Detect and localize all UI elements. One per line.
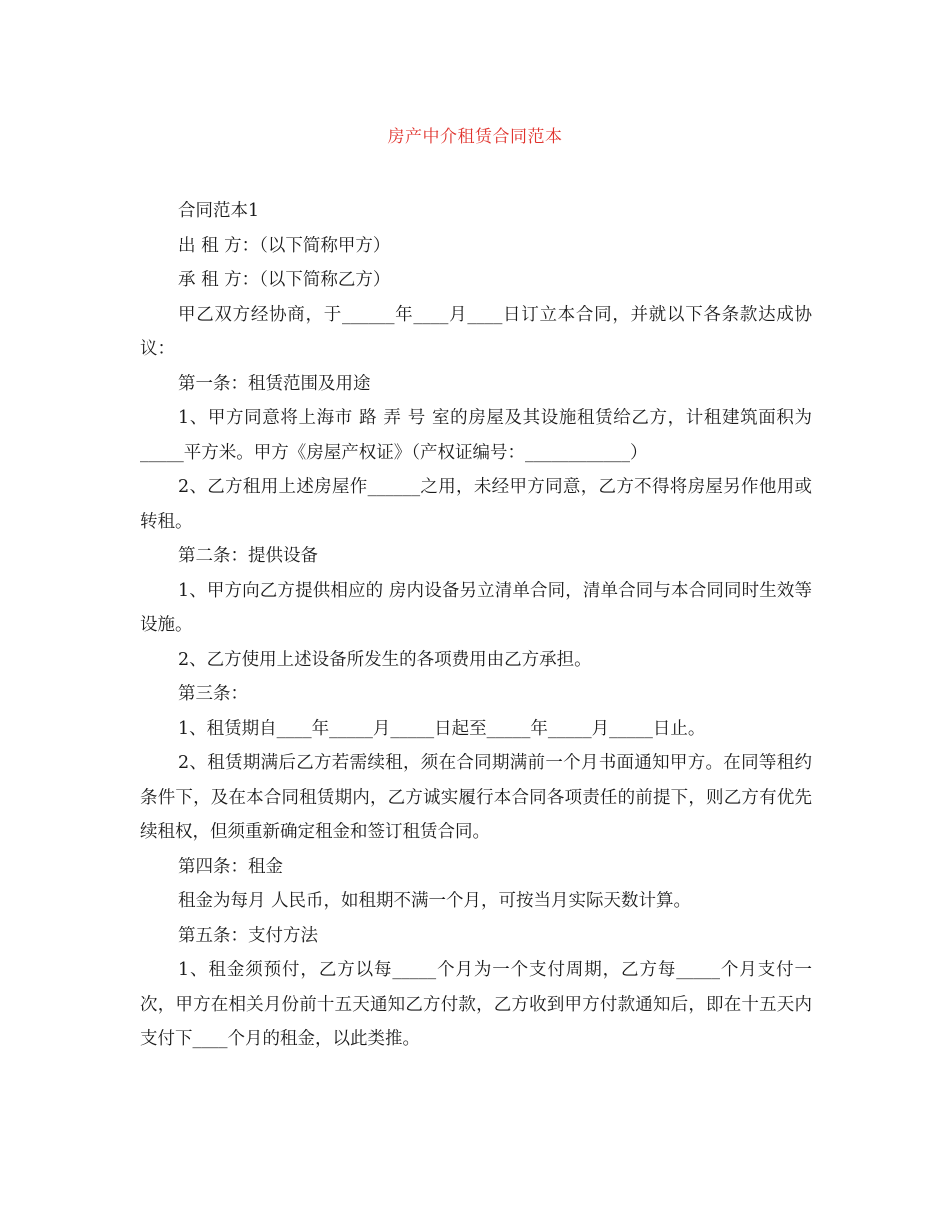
- article-5-heading: 第五条：支付方法: [178, 925, 318, 946]
- article-2-clause-2: 2、乙方使用上述设备所发生的各项费用由乙方承担。: [178, 649, 592, 670]
- article-5-clause-1: 1、租金须预付，乙方以每_____个月为一个支付周期，乙方每_____个月支付一次，甲方在相关月份前十五天通知乙方付款，乙方收到甲方付款通知后，即在十五天内支付下____个月的租金，以此类推。: [140, 960, 812, 1049]
- document-body: [140, 194, 812, 1057]
- article-3-clause-2: 2、租赁期满后乙方若需续租，须在合同期满前一个月书面通知甲方。在同等租约条件下，及在本合同租赁期内，乙方诚实履行本合同各项责任的前提下，则乙方有优先续租权，但须重新确定租金和签订租赁合同。: [140, 753, 812, 842]
- article-3-heading: 第三条：: [178, 684, 248, 704]
- document-title: 房产中介租赁合同范本: [387, 127, 563, 147]
- article-1-clause-1: 1、甲方同意将上海市 路 弄 号 室的房屋及其设施租赁给乙方，计租建筑面积为_____平方米。甲方《房屋产权证》（产权证编号：____________）: [140, 408, 812, 463]
- article-3-clause-1: 1、租赁期自____年_____月_____日起至_____年_____月_____日止。: [178, 718, 706, 739]
- article-1-clause-2: 2、乙方租用上述房屋作______之用，未经甲方同意，乙方不得将房屋另作他用或转租。: [140, 477, 812, 532]
- article-4-clause: 租金为每月 人民币，如租期不满一个月，可按当月实际天数计算。: [178, 891, 692, 911]
- paragraph-contract-heading: 合同范本1: [178, 201, 260, 221]
- article-4-heading: 第四条：租金: [178, 856, 283, 877]
- paragraph-lessee: 承 租 方：（以下简称乙方）: [178, 270, 391, 290]
- paragraph-agreement-intro: 甲乙双方经协商，于______年____月____日订立本合同，并就以下各条款达成协议：: [140, 304, 812, 359]
- article-2-heading: 第二条：提供设备: [178, 546, 318, 566]
- article-1-heading: 第一条：租赁范围及用途: [178, 373, 371, 394]
- paragraph-lessor: 出 租 方：（以下简称甲方）: [178, 235, 391, 256]
- article-2-clause-1: 1、甲方向乙方提供相应的 房内设备另立清单合同，清单合同与本合同同时生效等设施。: [140, 580, 812, 635]
